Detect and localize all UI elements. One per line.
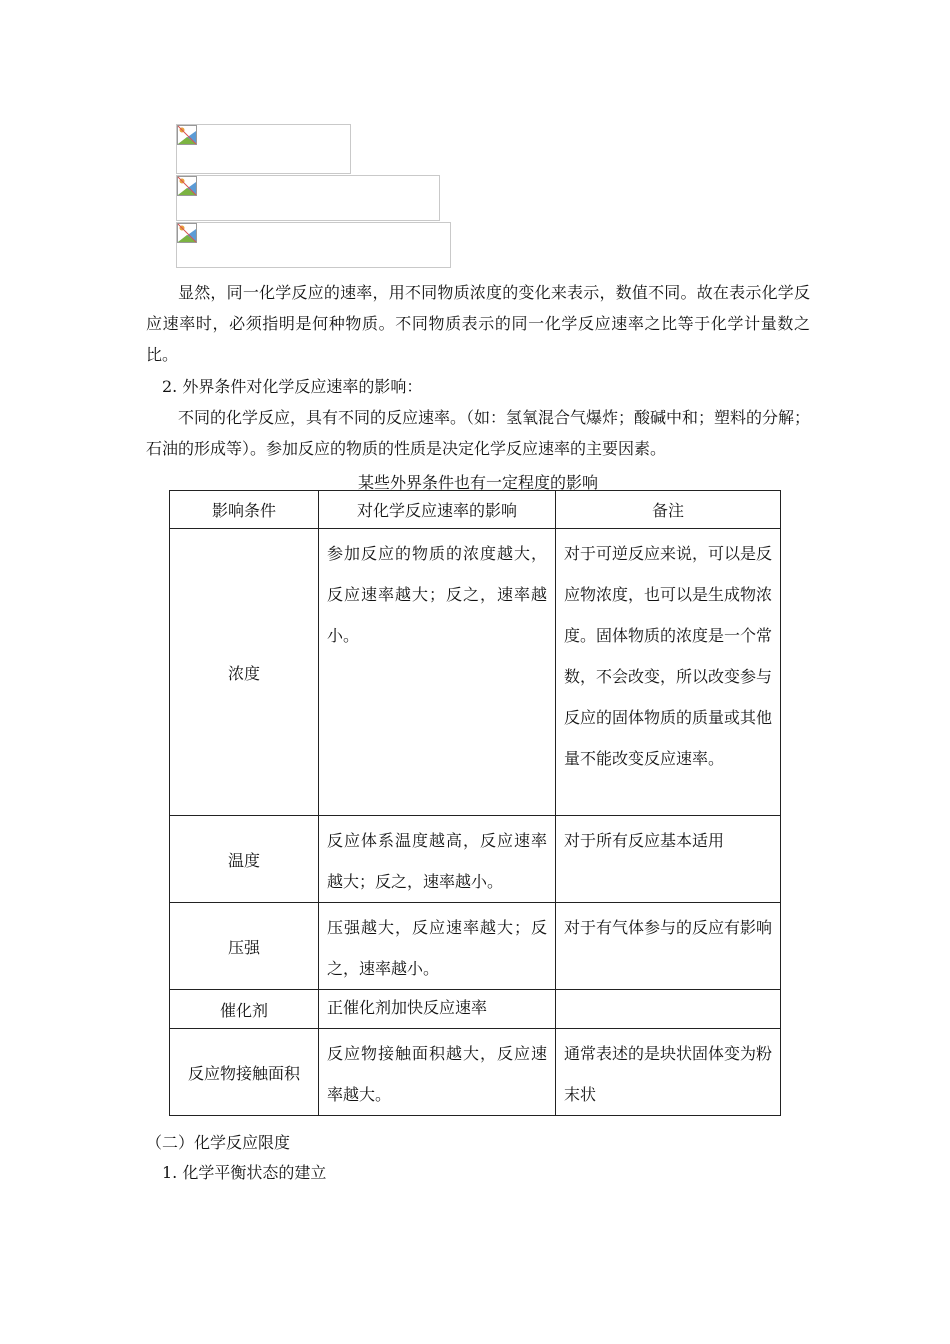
note-cell: 对于可逆反应来说，可以是反应物浓度，也可以是生成物浓度。固体物质的浓度是一个常数，不会改变，所以改变参与反应的固体物质的质量或其他量不能改变反应速率。 — [556, 529, 781, 816]
broken-image-icon — [177, 125, 197, 145]
condition-cell: 压强 — [170, 903, 319, 990]
image-placeholder-1 — [176, 124, 351, 174]
condition-cell: 浓度 — [170, 529, 319, 816]
effect-cell: 压强越大，反应速率越大；反之，速率越小。 — [319, 903, 556, 990]
table-header-row — [170, 491, 781, 529]
effect-cell: 反应物接触面积越大，反应速率越大。 — [319, 1029, 556, 1116]
effect-cell: 正催化剂加快反应速率 — [319, 990, 556, 1029]
effects-table — [169, 490, 781, 1116]
note-cell: 对于所有反应基本适用 — [556, 816, 781, 903]
effect-cell: 反应体系温度越高，反应速率越大；反之，速率越小。 — [319, 816, 556, 903]
image-placeholder-3 — [176, 222, 451, 268]
table-row — [170, 990, 781, 1029]
paragraph-intro: 不同的化学反应，具有不同的反应速率。（如：氢氧混合气爆炸；酸碱中和；塑料的分解；石油的形成等）。参加反应的物质的性质是决定化学反应速率的主要因素。 — [146, 408, 811, 458]
header-effect: 对化学反应速率的影响 — [319, 491, 556, 529]
table-row — [170, 1029, 781, 1116]
condition-cell: 催化剂 — [170, 990, 319, 1029]
note-cell: 对于有气体参与的反应有影响 — [556, 903, 781, 990]
broken-image-icon — [177, 176, 197, 196]
table-row — [170, 816, 781, 903]
section-heading-reaction-limit: （二）化学反应限度 — [146, 1133, 291, 1152]
condition-cell: 反应物接触面积 — [170, 1029, 319, 1116]
broken-image-icon — [177, 223, 197, 243]
subheading-equilibrium: 1. 化学平衡状态的建立 — [162, 1163, 327, 1182]
effect-cell: 参加反应的物质的浓度越大，反应速率越大；反之，速率越小。 — [319, 529, 556, 816]
table-row — [170, 903, 781, 990]
note-cell — [556, 990, 781, 1029]
table-row — [170, 529, 781, 816]
note-cell: 通常表述的是块状固体变为粉末状 — [556, 1029, 781, 1116]
condition-cell: 温度 — [170, 816, 319, 903]
paragraph-conclusion: 显然，同一化学反应的速率，用不同物质浓度的变化来表示，数值不同。故在表示化学反应速率时，必须指明是何种物质。不同物质表示的同一化学反应速率之比等于化学计量数之比。 — [146, 283, 810, 364]
heading-external-conditions: 2. 外界条件对化学反应速率的影响： — [162, 377, 423, 396]
image-placeholder-2 — [176, 175, 440, 221]
header-note: 备注 — [556, 491, 781, 529]
table-caption: 某些外界条件也有一定程度的影响 — [357, 473, 598, 492]
header-condition: 影响条件 — [170, 491, 319, 529]
